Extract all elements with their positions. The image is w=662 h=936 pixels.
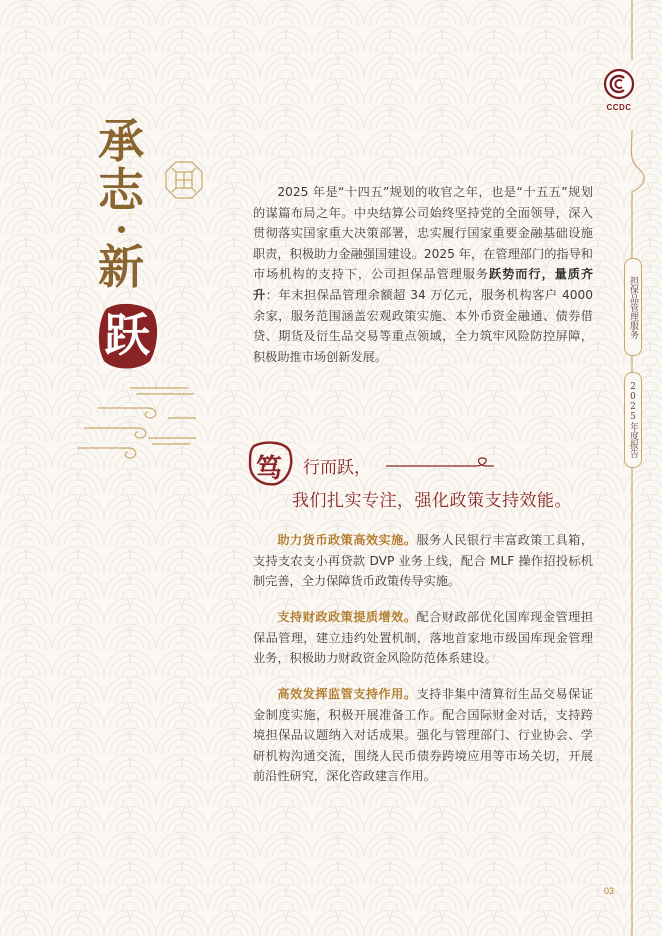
- intro-paragraph: 2025 年是“十四五”规划的收官之年，也是“十五五”规划的谋篇布局之年。中央结算公司始终坚持党的全面领导，深入贯彻落实国家重大决策部署，忠实履行国家重要金融基础设施职责，积极助力金融强国建设。2025 年，在管理部门的指导和市场机构的支持下，公司担保品管理服务跃势而行，量质齐升：年末担保品管理余额超 34 万亿元，服务机构客户 4000 余家，服务范围涵盖宏观政策实施、本外币资金融通、债券借贷、期货及衍生品交易等重点领域，全力筑牢风险防控屏障，积极助推市场创新发展。: [253, 185, 594, 364]
- title-char-2: 志: [98, 163, 144, 217]
- paragraph-fiscal-policy: 支持财政政策提质增效。配合财政部优化国库现金管理担保品管理，建立违约处置机制，落地首家地市级国库现金管理业务，积极助力财政资金风险防范体系建设。: [253, 610, 594, 666]
- tagline-line-2: 我们扎实专注，强化政策支持效能。: [292, 491, 572, 511]
- title-dot: [118, 226, 125, 233]
- side-rail-decoration: [600, 0, 660, 936]
- logo-text: CCDC: [606, 103, 632, 112]
- tagline-badge-char: 笃: [256, 454, 283, 484]
- side-label-service: 担保品管理服务: [624, 258, 642, 356]
- tagline-line-1: 行而跃，: [303, 458, 371, 478]
- paragraph-monetary-policy: 助力货币政策高效实施。服务人民银行丰富政策工具箱，支持支农支小再贷款 DVP 业务上线，配合 MLF 操作招投标机制完善，全力保障货币政策传导实施。: [253, 533, 594, 589]
- title-char-4: 跃: [104, 308, 150, 362]
- lattice-ornament-icon: [164, 160, 204, 200]
- paragraph-regulatory-support: 高效发挥监管支持作用。支持非集中清算衍生品交易保证金制度实施，积极开展准备工作。配合国际财金对话，支持跨境担保品议题纳入对话成果。强化与管理部门、行业协会、学研机构沟通交流，围绕人民币债券跨境应用等市场关切，开展前沿性研究，深化咨政建言作用。: [253, 687, 594, 784]
- intro-bold-phrase: 跃势而行，量质齐升: [253, 267, 594, 302]
- cloud-ornament-icon: [78, 378, 196, 470]
- page-number: 03: [604, 886, 615, 896]
- title-char-1: 承: [98, 114, 144, 168]
- tagline-flourish: [386, 456, 496, 472]
- title-char-3: 新: [98, 240, 144, 294]
- side-label-report: 2025年度报告: [624, 372, 642, 468]
- ccdc-logo-icon: [603, 68, 635, 100]
